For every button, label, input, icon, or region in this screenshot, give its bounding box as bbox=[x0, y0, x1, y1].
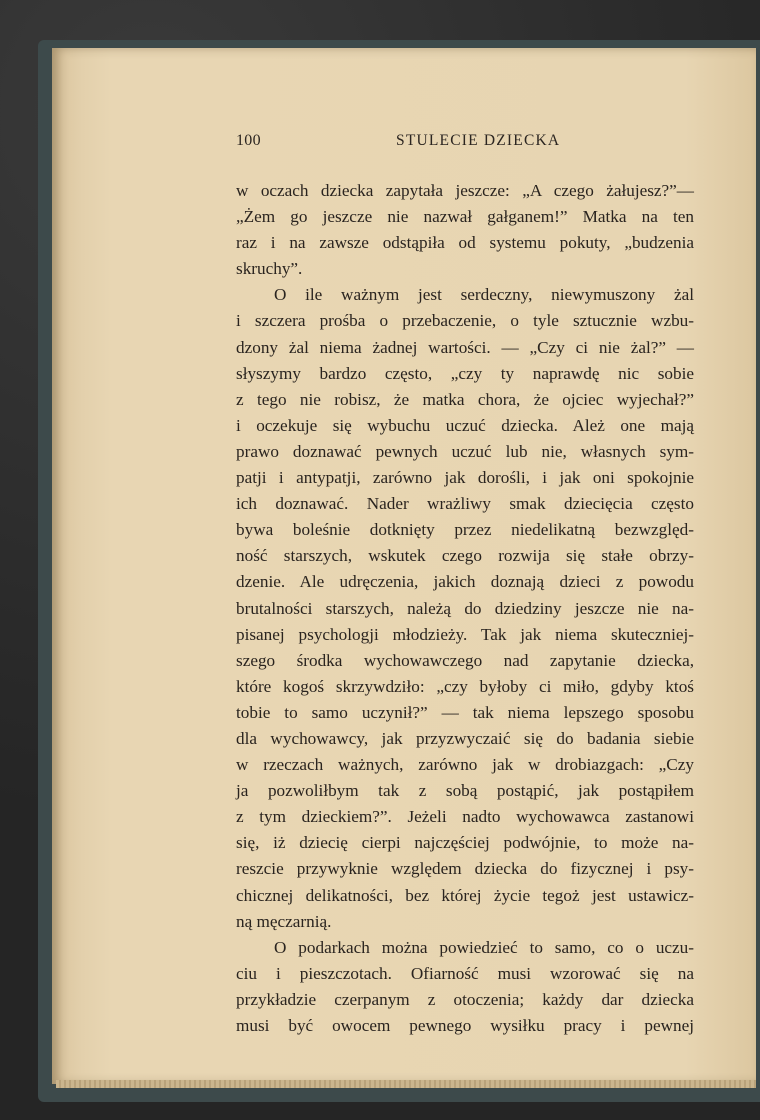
body-text bbox=[236, 178, 694, 1039]
text-line: bywa boleśnie dotknięty przez niedelikatną bezwzględ- bbox=[236, 520, 694, 540]
text-line: które kogoś skrzywdziło: „czy byłoby ci miło, gdyby ktoś bbox=[236, 676, 694, 696]
text-line: musi być owocem pewnego wysiłku pracy i pewnej bbox=[236, 1016, 694, 1035]
text-line: raz i na zawsze odstąpiła od systemu pokuty, „budzenia bbox=[236, 233, 694, 253]
text-line: O ile ważnym jest serdeczny, niewymuszony żal bbox=[274, 285, 694, 305]
text-line: patji i antypatji, zarówno jak dorośli, i jak oni spokojnie bbox=[236, 468, 694, 488]
text-line: dzony żal niema żadnej wartości. — „Czy ci nie żal?” — bbox=[236, 337, 694, 357]
text-line: tobie to samo uczynił?” — tak niema lepszego sposobu bbox=[236, 702, 694, 722]
text-line: i szczera prośba o przebaczenie, o tyle sztucznie wzbu- bbox=[236, 311, 694, 331]
text-line: prawo doznawać pewnych uczuć lub nie, własnych sym- bbox=[236, 441, 694, 461]
page-edge bbox=[56, 1080, 756, 1088]
page-number: 100 bbox=[236, 132, 261, 149]
text-line: reszcie przywyknie względem dziecka do fizycznej i psy- bbox=[236, 859, 694, 879]
text-line: ich doznawać. Nader wrażliwy smak dziecięcia często bbox=[236, 494, 694, 514]
text-line: się, iż dziecię cierpi najczęściej podwójnie, to może na- bbox=[236, 833, 694, 853]
text-line: pisanej psychologji młodzieży. Tak jak niema skuteczniej- bbox=[236, 624, 694, 644]
text-line: ną męczarnią. bbox=[236, 911, 332, 931]
text-line: z tego nie robisz, że matka chora, że ojciec wyjechał?” bbox=[236, 389, 694, 409]
text-line: dzenie. Ale udręczenia, jakich doznają dzieci z powodu bbox=[236, 572, 694, 592]
text-line: z tym dzieckiem?”. Jeżeli nadto wychowawca zastanowi bbox=[236, 807, 694, 827]
text-line: ciu i pieszczotach. Ofiarność musi wzorować się na bbox=[236, 963, 694, 983]
text-line: ność starszych, wskutek czego rozwija się stałe obrzy- bbox=[236, 546, 694, 566]
text-line: brutalności starszych, należą do dziedziny jeszcze nie na- bbox=[236, 598, 694, 618]
text-line: „Żem go jeszcze nie nazwał gałganem!” Matka na ten bbox=[236, 207, 694, 227]
running-head: STULECIE DZIECKA bbox=[396, 132, 561, 149]
text-line: przykładzie czerpanym z otoczenia; każdy dar dziecka bbox=[236, 989, 694, 1009]
text-line: szego środka wychowawczego nad zapytanie dziecka, bbox=[236, 650, 694, 670]
text-line: słyszymy bardzo często, „czy ty naprawdę nic sobie bbox=[236, 363, 694, 383]
text-line: chicznej delikatności, bez której życie tegoż jest ustawicz- bbox=[236, 885, 694, 905]
text-line: O podarkach można powiedzieć to samo, co o uczu- bbox=[274, 937, 694, 957]
text-line: w oczach dziecka zapytała jeszcze: „A czego żałujesz?”— bbox=[236, 181, 694, 200]
page-header bbox=[236, 132, 696, 156]
text-line: i oczekuje się wybuchu uczuć dziecka. Ależ one mają bbox=[236, 415, 694, 435]
text-line: w rzeczach ważnych, zarówno jak w drobiazgach: „Czy bbox=[236, 755, 694, 775]
text-line: ja pozwoliłbym tak z sobą postąpić, jak postąpiłem bbox=[236, 781, 694, 801]
text-line: skruchy”. bbox=[236, 259, 303, 279]
text-line: dla wychowawcy, jak przyzwyczaić się do badania siebie bbox=[236, 728, 694, 748]
